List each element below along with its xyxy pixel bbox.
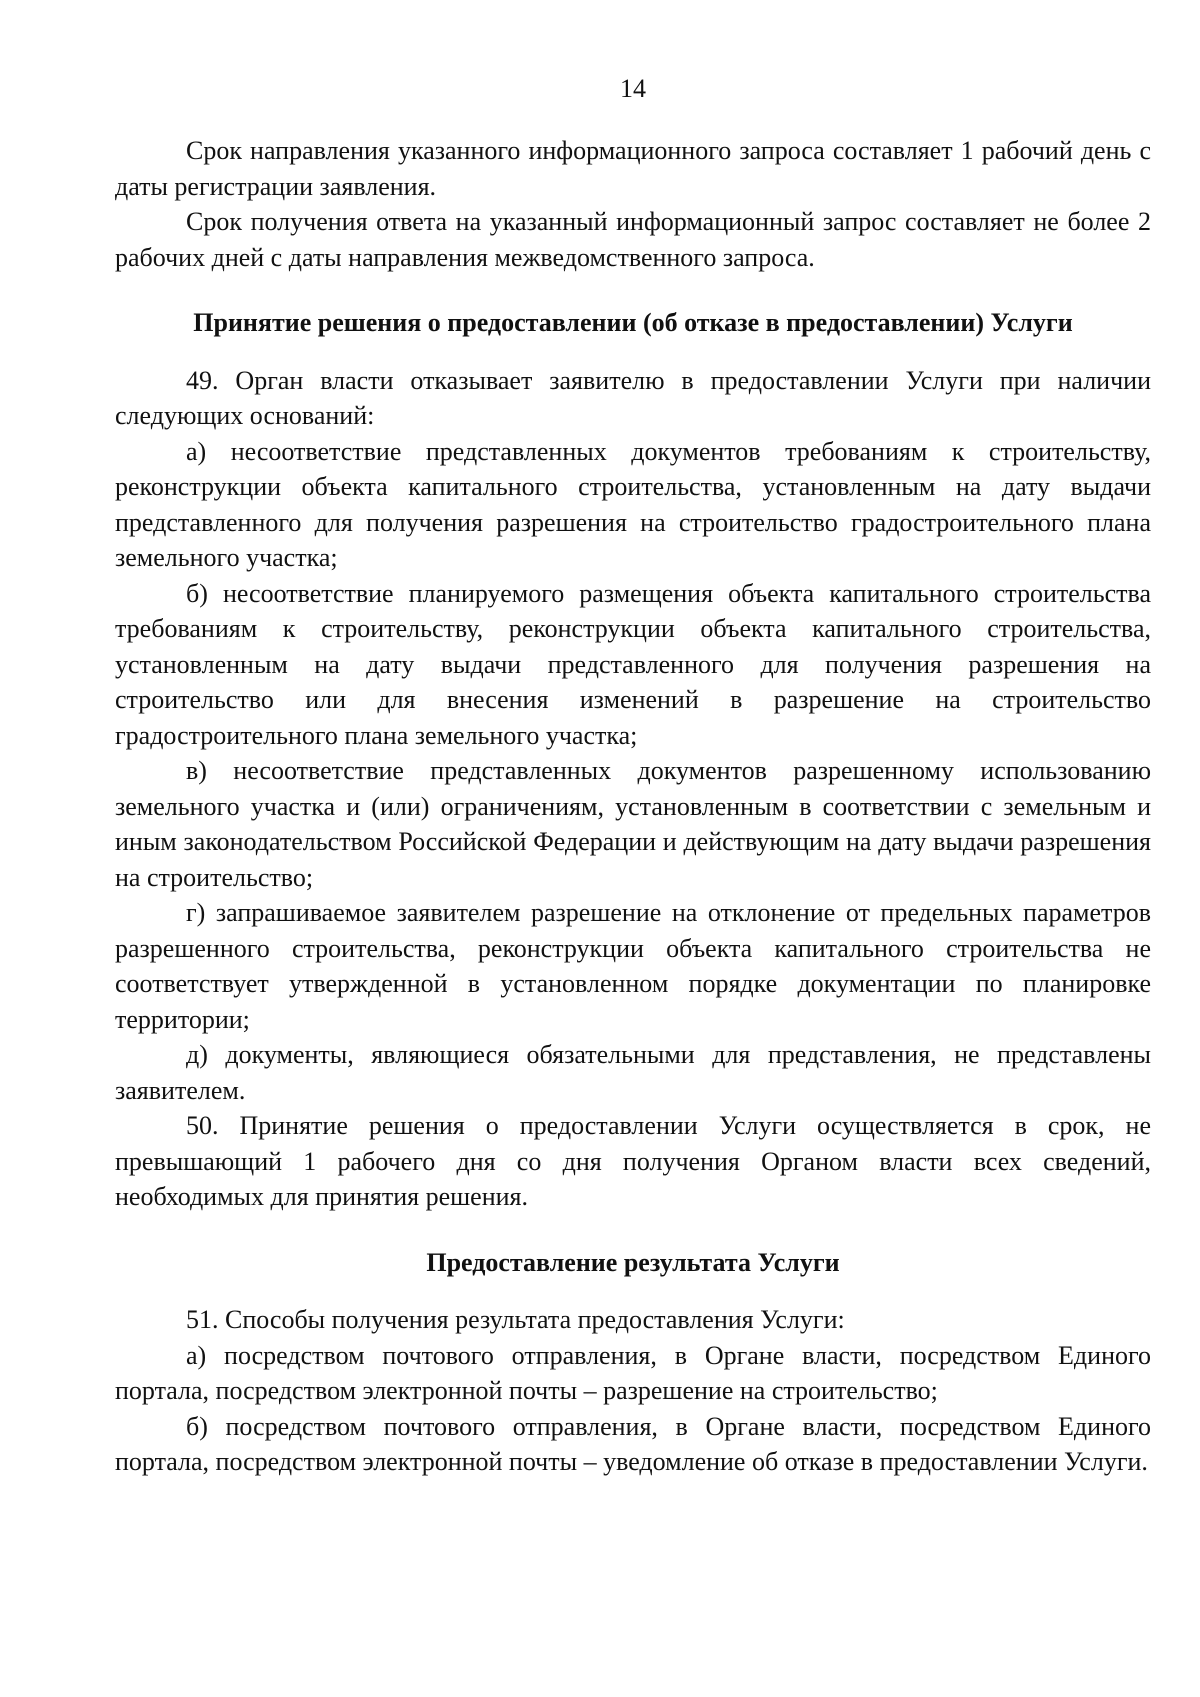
paragraph-response-deadline: Срок получения ответа на указанный информационный запрос составляет не более 2 рабочих дней с даты направления межведомственного запроса.: [115, 207, 1151, 272]
paragraph-49-v: в) несоответствие представленных документов разрешенному использованию земельного участка и (или) ограничениям, установленным в соответствии с земельным и иным законодательством Российской Федерации и действующим на дату выдачи разрешения на строительство;: [115, 756, 1151, 892]
paragraph-49-b: б) несоответствие планируемого размещения объекта капитального строительства требованиям к строительству, реконструкции объекта капитального строительства, установленным на дату выдачи представленного для получения разрешения на строительство или для внесения изменений в разрешение на строительство градостроительного плана земельного участка;: [115, 578, 1151, 750]
document-body: [115, 133, 1151, 1480]
paragraph-49-d: д) документы, являющиеся обязательными для представления, не представлены заявителем.: [115, 1040, 1151, 1105]
section-heading-decision: Принятие решения о предоставлении (об отказе в предоставлении) Услуги: [193, 308, 1073, 337]
paragraph-51-a: а) посредством почтового отправления, в Органе власти, посредством Единого портала, посредством электронной почты – разрешение на строительство;: [115, 1340, 1151, 1405]
section-heading-result: Предоставление результата Услуги: [426, 1247, 840, 1277]
page-number: 14: [620, 74, 646, 103]
paragraph-49-a: а) несоответствие представленных документов требованиям к строительству, реконструкции объекта капитального строительства, установленным на дату выдачи представленного для получения разрешения на строительство градостроительного плана земельного участка;: [115, 436, 1151, 572]
paragraph-51: 51. Способы получения результата предоставления Услуги:: [186, 1305, 845, 1334]
paragraph-49-g: г) запрашиваемое заявителем разрешение на отклонение от предельных параметров разрешенного строительства, реконструкции объекта капитального строительства не соответствует утвержденной в установленном порядке документации по планировке территории;: [115, 898, 1151, 1034]
paragraph-50: 50. Принятие решения о предоставлении Услуги осуществляется в срок, не превышающий 1 рабочего дня со дня получения Органом власти всех сведений, необходимых для принятия решения.: [115, 1111, 1151, 1211]
paragraph-51-b: б) посредством почтового отправления, в Органе власти, посредством Единого портала, посредством электронной почты – уведомление об отказе в предоставлении Услуги.: [115, 1411, 1151, 1476]
paragraph-49: 49. Орган власти отказывает заявителю в предоставлении Услуги при наличии следующих оснований:: [115, 365, 1151, 430]
paragraph-request-deadline: Срок направления указанного информационного запроса составляет 1 рабочий день с даты регистрации заявления.: [115, 136, 1151, 201]
